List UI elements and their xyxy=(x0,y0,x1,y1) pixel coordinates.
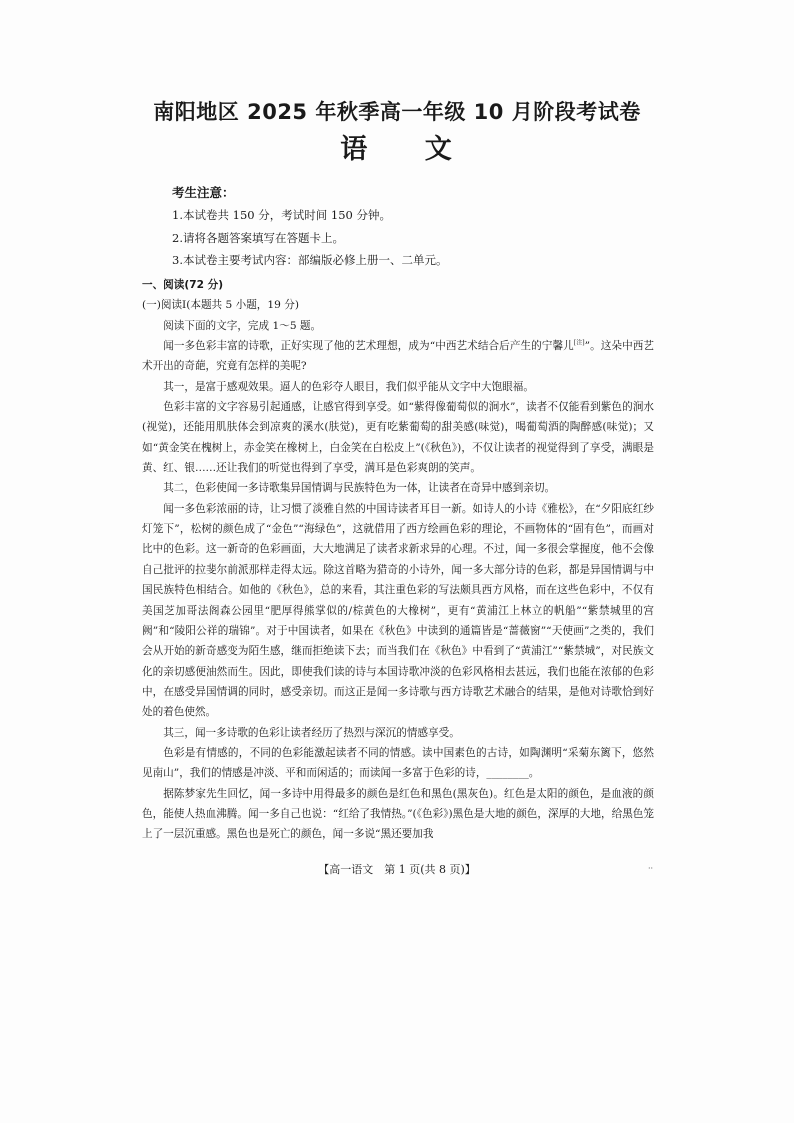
passage-paragraph: 据陈梦家先生回忆，闻一多诗中用得最多的颜色是红色和黑色(黑灰色)。红色是太阳的颜色，是血液的颜色，能使人热血沸腾。闻一多自己也说：“红给了我情热。”(《色彩》)黑色是大地的颜色，深厚的大地，给黑色笼上了一层沉重感。黑色也是死亡的颜色，闻一多说“黑还要加我 xyxy=(142,787,654,841)
reading-section xyxy=(142,275,654,845)
candidate-notice xyxy=(172,182,447,272)
passage-paragraph: 色彩丰富的文字容易引起通感，让感官得到享受。如“紫得像葡萄似的涧水”，读者不仅能看到紫色的涧水(视觉)，还能用肌肤体会到凉爽的溪水(肤觉)，更有吃紫葡萄的甜美感(味觉)，喝葡萄酒的陶醉感(味觉)；又如“黄金笑在槐树上，赤金笑在橡树上，白金笑在白松皮上”(《秋色》)，不仅让读者的视觉得到了享受，满眼是黄、红、银……还让我们的听觉也得到了享受，满耳是色彩爽朗的笑声。 xyxy=(142,401,654,475)
footnote-marker: [注] xyxy=(573,339,585,347)
notice-item: 2.请将各题答案填写在答题卡上。 xyxy=(172,230,344,245)
passage-paragraph: 其三，闻一多诗歌的色彩让读者经历了热烈与深沉的情感享受。 xyxy=(163,726,460,739)
passage-paragraph: 其二，色彩使闻一多诗歌集异国情调与民族特色为一体，让读者在奇异中感到亲切。 xyxy=(163,482,556,495)
passage-text: ”。这朵中西艺术开出的奇葩，究竟有怎样的美呢? xyxy=(142,340,655,373)
passage-paragraph: 色彩是有情感的，不同的色彩能激起读者不同的情感。读中国素色的古诗，如陶渊明“采菊东篱下，悠然见南山”，我们的情感是冲淡、平和而闲适的；而读闻一多富于色彩的诗，________。 xyxy=(142,746,654,780)
notice-item: 1.本试卷共 150 分，考试时间 150 分钟。 xyxy=(172,208,391,222)
passage-paragraph xyxy=(142,336,654,377)
section-heading: 一、阅读(72 分) xyxy=(142,279,224,291)
passage-paragraph: 其一，是富于感观效果。逼人的色彩夺人眼目，我们似乎能从文字中大饱眼福。 xyxy=(163,380,534,393)
corner-mark: ·· xyxy=(648,864,654,873)
reading-instruction: 阅读下面的文字，完成 1～5 题。 xyxy=(163,319,322,332)
exam-title: 南阳地区 2025 年秋季高一年级 10 月阶段考试卷 xyxy=(153,100,641,124)
passage-text: 闻一多色彩丰富的诗歌，正好实现了他的艺术理想，成为“中西艺术结合后产生的宁馨儿 xyxy=(163,340,574,353)
notice-item: 3.本试卷主要考试内容：部编版必修上册一、二单元。 xyxy=(172,253,448,267)
passage-paragraph: 闻一多色彩浓丽的诗，让习惯了淡雅自然的中国诗读者耳目一新。如诗人的小诗《雅松》，在“夕阳底红纱灯笼下”，松树的颜色成了“金色”“海绿色”，这就借用了西方绘画色彩的理论，不画物体的“固有色”，而画对比中的色彩。这一新奇的色彩画面，大大地满足了读者求新求异的心理。不过，闻一多很会掌握度，他不会像自己批评的拉斐尔前派那样走得太远。除这首略为猎奇的小诗外，闻一多大部分诗的色彩，都是异国情调与中国民族特色相结合。如他的《秋色》，总的来看，其注重色彩的写法颇具西方风格，而在这些色彩中，不仅有美国芝加哥法阁森公园里“肥厚得熊掌似的/棕黄色的大橡树”，更有“黄浦江上林立的帆船”“紫禁城里的宫阙”和“陵阳公祥的瑞锦”。对于中国读者，如果在《秋色》中读到的通篇皆是“蔷薇窗”“天使画”之类的，我们会从开始的新奇感变为陌生感，继而拒绝读下去；而当我们在《秋色》中看到了“黄浦江”“紫禁城”，对民族文化的亲切感便油然而生。因此，即使我们读的诗与本国诗歌冲淡的色彩风格相去甚远，我们也能在浓郁的色彩中，在感受异国情调的同时，感受亲切。而这正是闻一多诗歌与西方诗歌艺术融合的结果，是他对诗歌恰到好处的着色使然。 xyxy=(142,502,654,719)
notice-heading: 考生注意： xyxy=(172,185,235,200)
page-footer: 【高一语文 第 1 页(共 8 页)】 xyxy=(318,863,476,876)
subject-title: 语 文 xyxy=(340,134,454,165)
subsection-heading: (一)阅读Ⅰ(本题共 5 小题，19 分) xyxy=(142,299,299,312)
